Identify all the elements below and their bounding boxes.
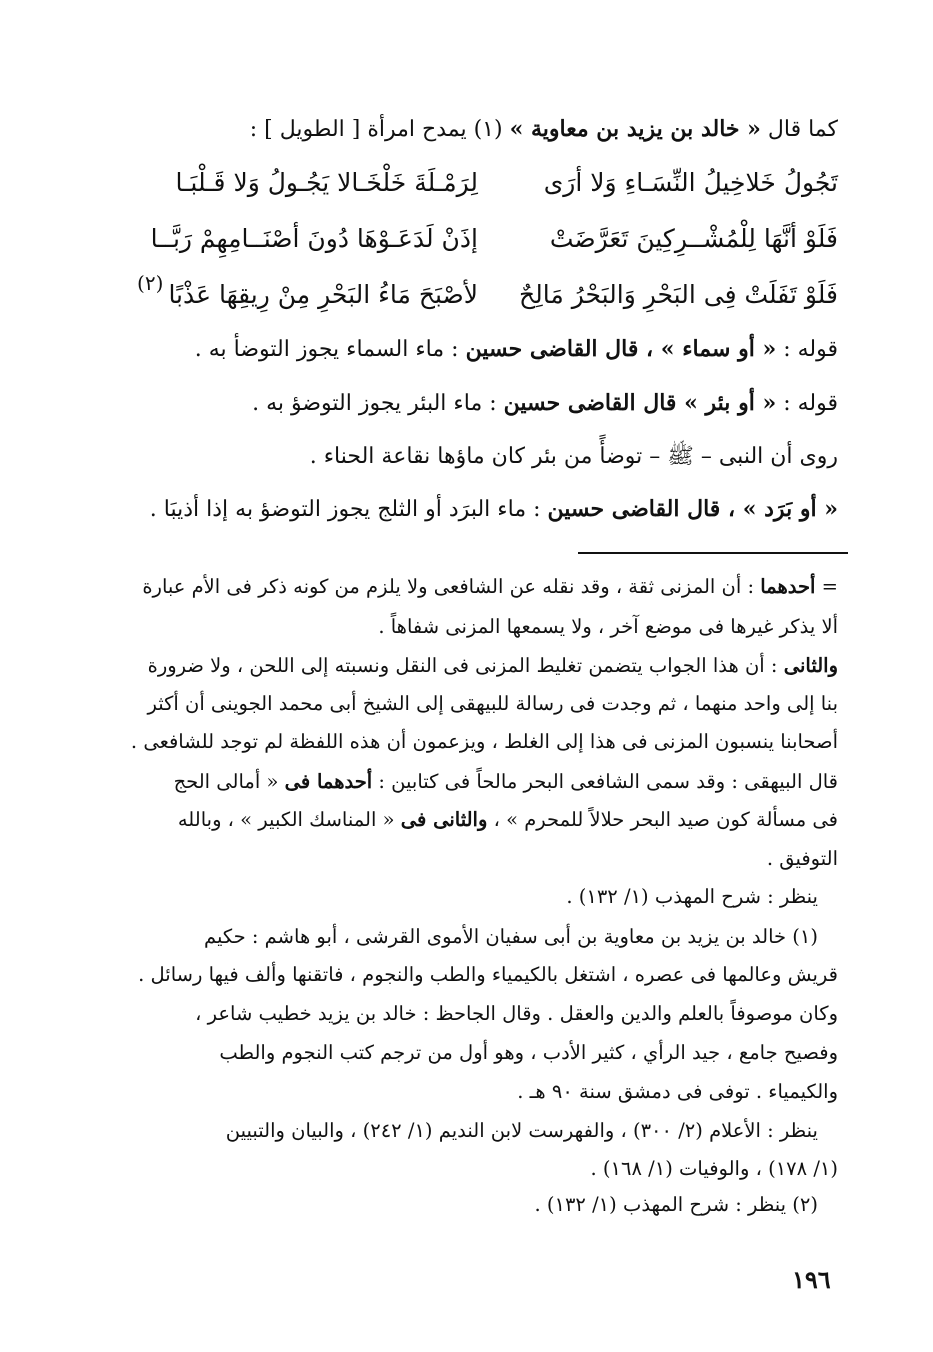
footnote-line — [100, 806, 838, 834]
footnote-line — [100, 728, 838, 756]
intro-suffix: يمدح امرأة [ الطويل ] : — [249, 117, 467, 142]
footnote-line — [100, 961, 838, 989]
footnote-line — [100, 1000, 838, 1028]
paragraph-2-lead: قوله : — [776, 391, 838, 416]
footnote-line — [100, 690, 838, 718]
footnote-bold: أحدهما — [760, 575, 816, 598]
footnote-text: أصحابنا ينسبون المزنى فى هذا إلى الغلط ، ويزعمون أن هذه اللفظة لم توجد للشافعى . — [130, 730, 838, 753]
poet-name: « خالد بن يزيد بن معاوية » — [509, 116, 761, 142]
footnote-bold: والثانى فى — [400, 808, 488, 831]
footnote-text: التوفيق . — [766, 847, 838, 870]
verse-3-second: لأصْبَحَ مَاءُ البَحْرِ مِنْ رِيقِهَا عَذْبًا — [168, 280, 478, 309]
paragraph-2-bold: « أو بئر » قال القاضى حسين — [503, 390, 777, 416]
paragraph-2 — [100, 388, 838, 419]
footnote-text: (١) خالد بن يزيد بن معاوية بن أبى سفيان الأموى القرشى ، أبو هاشم : حكيم — [204, 925, 818, 948]
footnote-line — [100, 845, 838, 873]
footnote-text: (٢) ينظر : شرح المهذب (١/ ١٣٢) . — [534, 1193, 818, 1216]
paragraph-3 — [100, 442, 838, 472]
footnote-text: وفصيح جامع ، جيد الرأي ، كثير الأدب ، وهو أول من ترجم كتب النجوم والطب — [219, 1041, 838, 1064]
paragraph-4-bold: « أو بَرَد » ، قال القاضى حسين — [547, 496, 838, 522]
footnote-lead: قال البيهقى : وقد سمى الشافعى البحر مالحاً فى كتابين : — [372, 770, 838, 793]
footnote-line — [100, 1155, 838, 1183]
verse-1-second: لِرَمْـلَةَ خَلْخَـالا يَجُـولُ وَلا قَـلْبَـا — [175, 168, 478, 197]
footnote-line — [100, 1078, 838, 1106]
paragraph-1-bold: « أو سماء » ، قال القاضى حسين — [465, 336, 777, 362]
footnote-text: والكيمياء . توفى فى دمشق سنة ٩٠ هـ . — [517, 1080, 838, 1103]
paragraph-1-rest: : ماء السماء يجوز التوضأ به . — [194, 337, 466, 362]
footnote-line — [100, 923, 818, 951]
footnote-text: « أمالى الحج — [173, 770, 285, 793]
intro-line — [100, 114, 838, 145]
footnote-text: (١/ ١٧٨) ، والوفيات (١/ ١٦٨) . — [590, 1157, 838, 1180]
paragraph-1 — [100, 334, 838, 365]
footnote-line — [100, 1117, 818, 1145]
verse-2-first: فَلَوْ أنَّهَا لِلْمُشْــرِكِينَ تَعَرَّضَتْ — [549, 224, 838, 253]
paragraph-2-rest: : ماء البئر يجوز التوضؤ به . — [252, 391, 504, 416]
page-number: ١٩٦ — [792, 1265, 831, 1294]
footnote-text: وكان موصوفاً بالعلم والدين والعقل . وقال الجاحظ : خالد بن يزيد خطيب شاعر ، — [195, 1002, 838, 1025]
paragraph-1-lead: قوله : — [776, 337, 838, 362]
footnote-text: « المناسك الكبير » ، وبالله — [177, 808, 401, 831]
footnote-line — [100, 768, 838, 796]
footnote-bold: أحدهما فى — [284, 770, 373, 793]
footnote-lead: = — [815, 575, 838, 598]
paragraph-3-text: روى أن النبى – ﷺ – توضأً من بئر كان ماؤها نقاعة الحناء . — [309, 444, 838, 469]
footnote-text: بنا إلى واحد منهما ، ثم وجدت فى رسالة للبيهقى إلى الشيخ أبى محمد الجوينى أن أكثر — [147, 692, 838, 715]
paragraph-4 — [100, 494, 838, 525]
footnote-text: ألا يذكر غيرها فى موضع آخر ، ولا يسمعها المزنى شفاهاً . — [378, 615, 838, 638]
footnote-text: ينظر : شرح المهذب (١/ ١٣٢) . — [566, 885, 818, 908]
footnote-divider — [578, 552, 848, 554]
intro-prefix: كما قال — [760, 117, 838, 142]
footnote-line — [100, 1191, 818, 1219]
footnote-text: ينظر : الأعلام (٢/ ٣٠٠) ، والفهرست لابن النديم (١/ ٢٤٢) ، والبيان والتبيين — [225, 1119, 818, 1142]
footnote-bold: والثانى — [783, 654, 838, 677]
footnote-text: : أن المزنى ثقة ، وقد نقله عن الشافعى ولا يلزم من كونه ذكر فى الأم عبارة — [142, 575, 761, 598]
footnote-line — [100, 613, 838, 641]
paragraph-4-rest: : ماء البرَد أو الثلج يجوز التوضؤ به إذا أذيبَا . — [149, 497, 548, 522]
verse-2-second: إذَنْ لَدَعَـوْهَا دُونَ أصْنَــامِهِمْ رَبَّــا — [150, 224, 478, 253]
footnote-line — [100, 652, 838, 680]
footnote-line — [100, 883, 818, 911]
footnote-text: قريش وعالمها فى عصره ، اشتغل بالكيمياء والطب والنجوم ، فاتقنها وألف فيها رسائل . — [138, 963, 838, 986]
footnote-line — [100, 1039, 838, 1067]
verse-1-first: تَجُولُ خَلاخِيلُ النِّسَـاءِ وَلا أرَى — [543, 168, 838, 197]
footnote-line — [100, 573, 838, 601]
footnote-ref-1: (١) — [466, 117, 510, 142]
footnote-ref-2: (٢) — [137, 271, 164, 295]
footnote-text: : أن هذا الجواب يتضمن تغليط المزنى فى النقل ونسبته إلى اللحن ، ولا ضرورة — [147, 654, 784, 677]
verse-3-first: فَلَوْ تَفَلَتْ فِى البَحْرِ وَالبَحْرُ مَالِحٌ — [518, 280, 838, 309]
footnote-lead: فى مسألة كون صيد البحر حلالاً للمحرم » ، — [487, 808, 838, 831]
